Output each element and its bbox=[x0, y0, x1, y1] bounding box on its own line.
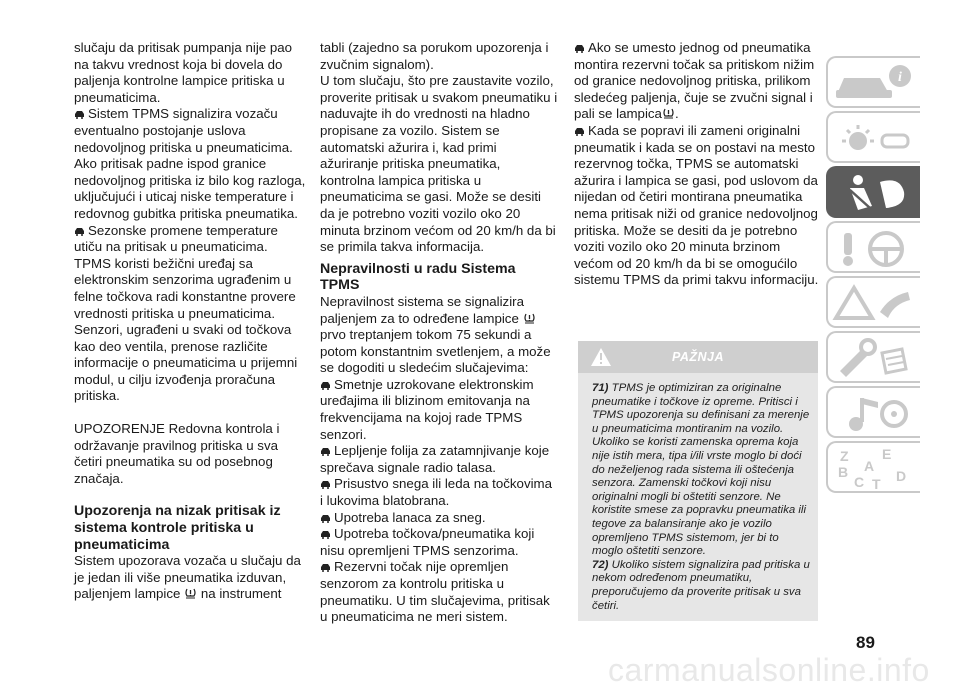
car-bullet-icon bbox=[574, 127, 585, 136]
section-heading: Nepravilnosti u radu Sistema TPMS bbox=[320, 260, 516, 294]
section-heading: Upozorenja na nizak pritisak iz sistema kontrole pritiska u pneumaticima bbox=[74, 503, 281, 553]
paragraph: slučaju da pritisak pumpanja nije pao na takvu vrednost koja bi dovela do paljenja kontrolne lampice pritiska u pneumaticima. bbox=[74, 40, 293, 105]
svg-text:D: D bbox=[896, 468, 907, 484]
paragraph: tabli (zajedno sa porukom upozorenja i zvučnim signalom). bbox=[320, 40, 549, 72]
tab-safety[interactable] bbox=[826, 166, 920, 218]
tab-index[interactable] bbox=[826, 441, 920, 493]
car-bullet-icon bbox=[74, 227, 85, 236]
svg-text:A: A bbox=[864, 458, 875, 474]
car-bullet-icon bbox=[574, 44, 585, 53]
paragraph: TPMS koristi bežični uređaj sa elektronskim senzorima ugrađenim u felne točkova radi konstantne provere vrednosti pritiska u pneumaticima. Senzori, ugrađeni u svaki od točkova kao deo ventila, prenose različite informacije o pneumaticima u prijemni modul, u cilju izvođenja proračuna pritiska. bbox=[74, 255, 298, 404]
tpms-warning-lamp-icon bbox=[184, 586, 197, 599]
tpms-warning-lamp-icon bbox=[662, 106, 675, 119]
car-bullet-icon bbox=[320, 480, 331, 489]
car-bullet-icon bbox=[74, 110, 85, 119]
multimedia-icon bbox=[828, 388, 922, 438]
bullet-item: Ako se umesto jednog od pneumatika montira rezervni točak sa pritiskom nižim od granice nedovoljnog pritiska, prilikom sledećeg paljenja, čuje se zvučni signal i pali se lampica . bbox=[574, 40, 815, 122]
bullet-item: Lepljenje folija za zatamnjivanje koje sprečava signale radio talasa. bbox=[320, 443, 550, 475]
paragraph: Sistem upozorava vozača u slučaju da je jedan ili više pneumatika izduvan, paljenjem lampice na instrument bbox=[74, 553, 301, 602]
car-bullet-icon bbox=[320, 447, 331, 456]
paragraph: Nepravilnost sistema se signalizira paljenjem za to određene lampice prvo treptanjem tokom 75 sekundi a potom konstantnim svetlenjem, a može se dogoditi u sledećim slučajevima: bbox=[320, 293, 551, 376]
svg-text:T: T bbox=[872, 476, 881, 492]
bullet-item: Smetnje uzrokovane elektronskim uređajima ili blizinom emitovanja na frekvencijama na kojoj rade TPMS senzori. bbox=[320, 376, 534, 442]
bullet-item: Upotreba lanaca za sneg. bbox=[320, 510, 558, 527]
bullet-item: Rezervni točak nije opremljen senzorom za kontrolu pritiska u pneumatiku. U tim slučajevima, pritisak u pneumaticima ne meri sistem. bbox=[320, 559, 550, 625]
bullet-item: Upotreba točkova/pneumatika koji nisu opremljeni TPMS senzorima. bbox=[320, 526, 535, 558]
safety-seatbelt-icon bbox=[828, 168, 922, 218]
maintenance-icon bbox=[828, 333, 922, 383]
warning-note: 72) Ukoliko sistem signalizira pad pritiska u nekom određenom pneumatiku, preporučujemo da proverite pritisak u sva četiri. bbox=[592, 558, 810, 612]
watermark: carmanualsonline.info bbox=[608, 652, 930, 688]
svg-text:i: i bbox=[898, 70, 902, 85]
car-bullet-icon bbox=[320, 514, 331, 523]
svg-text:E: E bbox=[882, 446, 892, 462]
text-column-1 bbox=[74, 40, 306, 603]
paragraph: Sistem TPMS signalizira vozaču eventualno postojanje uslova nedovoljnog pritiska u pneumaticima. Ako pritisak padne ispod granice nedovoljnog pritiska iz bilo kog razloga, uključujući i uticaj niske temperature i redovnog gubitka pritiska pneumatika. bbox=[74, 106, 306, 221]
svg-text:Z: Z bbox=[840, 448, 849, 464]
paragraph: Sezonske promene temperature utiču na pritisak u pneumaticima. bbox=[74, 222, 278, 255]
tab-starting-driving[interactable] bbox=[826, 221, 920, 273]
car-bullet-icon bbox=[320, 563, 331, 572]
car-bullet-icon bbox=[320, 530, 331, 539]
tpms-warning-lamp-icon bbox=[523, 311, 536, 324]
svg-text:C: C bbox=[854, 474, 865, 490]
car-bullet-icon bbox=[320, 381, 331, 390]
paragraph: U tom slučaju, što pre zaustavite vozilo, proverite pritisak u svakom pneumatiku i naduvajte ih do vrednosti na hladno propisane za vozilo. Sistem se automatski ažurira i, kad primi ažuriranje pritiska pneumatika, kontrolna lampica pritiska u pneumaticima se gasi. Može se desiti da je potrebno voziti vozilo oko 20 minuta brzinom većom od 20 km/h da bi se primila takva informacija. bbox=[320, 73, 558, 255]
tab-multimedia[interactable] bbox=[826, 386, 920, 438]
tab-maintenance[interactable] bbox=[826, 331, 920, 383]
section-tabs bbox=[826, 56, 924, 496]
warning-box bbox=[578, 341, 818, 621]
index-icon bbox=[828, 443, 922, 493]
page-number: 89 bbox=[856, 633, 875, 652]
paragraph: UPOZORENJE Redovna kontrola i održavanje pravilnog pritiska u sva četiri pneumatika su od posebnog značaja. bbox=[74, 421, 280, 486]
text-column-3 bbox=[574, 40, 822, 289]
warning-header bbox=[578, 341, 818, 373]
warning-title: PAŽNJA bbox=[671, 350, 725, 364]
warning-note: 71) TPMS je optimiziran za originalne pneumatike i točkove iz opreme. Pritisci i TPMS upozorenja su definisani za merenje u pneumaticima montiranim na vozilo. Ukoliko se koristi zamenska oprema koja nije istih mera, tipa i/ili vrste moglo bi doći do neželjenog rada sistema ili oštećenja senzora. Zamenski točkovi koji nisu originalni mogli bi oštetiti senzore. Ne koristite smese za popravku pneumatika ili tegove za balansiranje ako je vozilo opremljeno TPMS sistemom, jer bi to moglo oštetiti senzore. bbox=[592, 382, 810, 558]
text-column-2 bbox=[320, 40, 558, 626]
warning-triangle-icon bbox=[828, 278, 922, 328]
warning-body bbox=[578, 373, 818, 617]
svg-text:B: B bbox=[838, 464, 849, 480]
tab-car-info[interactable] bbox=[826, 56, 920, 108]
bullet-item: Kada se popravi ili zameni originalni pneumatik i kada se on postavi na mesto rezervnog točka, TPMS se automatski ažurira i lampica se gasi, pod uslovom da nijedan od četiri montirana pneumatika nema pritisak niži od granice nedovoljnog pritiska. Može se desiti da je potrebno voziti vozilo oko 20 minuta brzinom većom od 20 km/h da bi se omogućilo sistemu TPMS da primi takvu informaciju. bbox=[574, 122, 819, 288]
bullet-item: Prisustvo snega ili leda na točkovima i lukovima blatobrana. bbox=[320, 476, 553, 509]
starting-driving-icon bbox=[828, 223, 922, 273]
car-info-icon bbox=[828, 58, 922, 108]
dashboard-lights-icon bbox=[828, 113, 922, 163]
tab-dashboard-lights[interactable] bbox=[826, 111, 920, 163]
tab-emergency[interactable] bbox=[826, 276, 920, 328]
